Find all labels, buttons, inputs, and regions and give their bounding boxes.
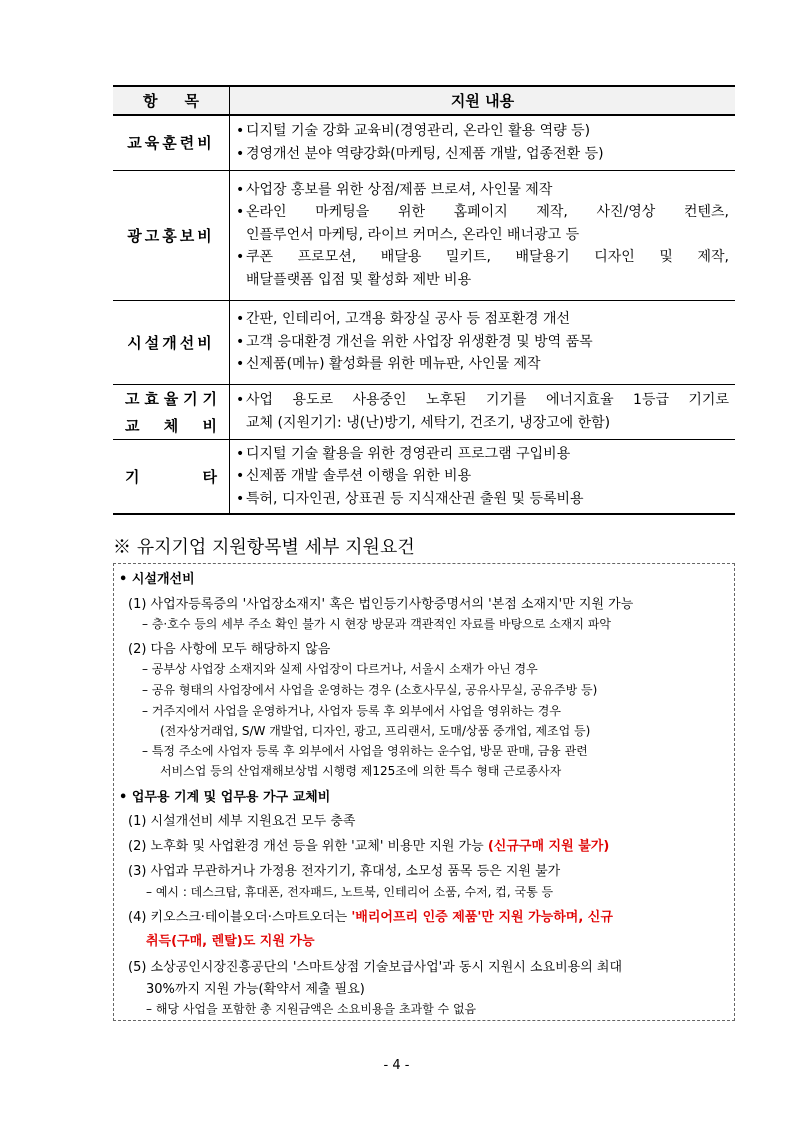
requirement-line: (3) 사업과 무관하거나 가정용 전자기기, 휴대성, 소모성 품목 등은 지원 불가 [128, 864, 561, 879]
list-item [236, 201, 729, 224]
requirement-line: (1) 사업자등록증의 '사업장소재지' 혹은 법인등기사항증명서의 '본점 소재지'만 지원 가능 [128, 597, 634, 612]
bullet: • [236, 311, 245, 328]
row-content [230, 384, 736, 439]
requirement-text: (2) 노후화 및 사업환경 개선 등을 위한 '교체' 비용만 지원 가능 [128, 839, 488, 854]
list-item [236, 308, 729, 331]
list-item [236, 143, 729, 166]
label-char: 체 [163, 416, 179, 435]
table-header-row [113, 86, 735, 115]
bullet: • [236, 468, 245, 484]
bullet: • [236, 490, 245, 507]
requirements-box [113, 563, 735, 1021]
bullet: • [236, 333, 245, 350]
list-item-continuation: 교체 (지원기기: 냉(난)방기, 세탁기, 건조기, 냉장고에 한함) [246, 414, 611, 431]
row-label [113, 384, 230, 439]
list-item-text: 쿠폰 프로모션, 배달용 밀키트, 배달용기 디자인 및 제작, [246, 249, 729, 266]
requirement-section-title: • 업무용 기계 및 업무용 가구 교체비 [119, 790, 331, 805]
list-item [236, 353, 729, 376]
emphasis-text: 취득(구매, 렌탈)도 지원 가능 [146, 934, 315, 949]
label-char: 율 [163, 389, 179, 408]
list-item-text: 사업장 홍보를 위한 상점/제품 브로셔, 사인물 제작 [246, 181, 553, 198]
requirement-subline: (전자상거래업, S/W 개발업, 디자인, 광고, 프리랜서, 도매/상품 중개업, 제조업 등) [160, 724, 591, 738]
row-content [230, 300, 736, 384]
list-item-text: 고객 응대환경 개선을 위한 사업장 위생환경 및 방역 품목 [246, 333, 593, 350]
list-item-text: 디지털 기술 강화 교육비(경영관리, 온라인 활용 역량 등) [246, 123, 591, 140]
list-item [236, 179, 729, 202]
list-item-text: 신제품(메뉴) 활성화를 위한 메뉴판, 사인물 제작 [246, 356, 541, 373]
requirement-line: (2) 다음 사항에 모두 해당하지 않음 [128, 642, 331, 657]
bullet: • [236, 445, 245, 462]
requirement-subline: – 특정 주소에 사업자 등록 후 외부에서 사업을 영위하는 운수업, 방문 판매, 금융 관련 [142, 744, 588, 758]
list-item [236, 443, 729, 466]
bullet: • [236, 249, 245, 266]
bullet: • [236, 392, 245, 408]
label-char: 교 [125, 416, 140, 435]
list-item-continuation: 인플루언서 마케팅, 라이브 커머스, 온라인 배너광고 등 [246, 226, 580, 243]
bullet: • [236, 123, 245, 140]
requirement-line: 30%까지 지원 가능(확약서 제출 필요) [146, 982, 365, 997]
requirement-subline: – 층·호수 등의 세부 주소 확인 불가 시 현장 방문과 객관적인 자료를 바탕으로 소재지 파악 [142, 617, 611, 631]
list-item-continuation: 배달플랫폼 입점 및 활성화 제반 비용 [246, 271, 472, 288]
list-item [236, 120, 729, 143]
list-item [236, 331, 729, 354]
row-label-line [125, 415, 217, 436]
requirement-section-title: • 시설개선비 [119, 572, 195, 587]
bullet: • [236, 204, 245, 221]
requirement-line [128, 835, 609, 854]
header-content: 지원 내용 [450, 92, 515, 110]
list-item-text: 특허, 디자인권, 상표권 등 지식재산권 출원 및 등록비용 [246, 490, 584, 507]
bullet: • [236, 181, 245, 198]
table-row [113, 384, 735, 439]
row-label-text: 교육훈련비 [127, 134, 215, 153]
requirement-line: (5) 소상공인시장진흥공단의 '스마트상점 기술보급사업'과 동시 지원시 소요비용의 최대 [128, 960, 623, 975]
requirement-subline: – 거주지에서 사업을 운영하거나, 사업자 등록 후 외부에서 사업을 영위하는 경우 [142, 704, 561, 718]
list-item [236, 465, 729, 488]
requirement-subline: – 공유 형태의 사업장에서 사업을 운영하는 경우 (소호사무실, 공유사무실, 공유주방 등) [142, 683, 598, 697]
row-label-line [125, 388, 217, 409]
table-row [113, 170, 735, 300]
row-content [230, 115, 736, 170]
list-item-text: 신제품 개발 솔루션 이행을 위한 비용 [246, 468, 472, 484]
table-row [113, 300, 735, 384]
list-item [236, 488, 729, 511]
row-label [113, 300, 230, 384]
label-char: 기 [125, 467, 140, 486]
bullet: • [236, 356, 245, 373]
list-item [236, 389, 729, 412]
label-char: 비 [202, 416, 217, 435]
row-content [230, 439, 736, 514]
requirement-subline: 서비스업 등의 산업재해보상법 시행령 제125조에 의한 특수 형태 근로종사자 [160, 764, 562, 778]
list-item-text: 온라인 마케팅을 위한 홈페이지 제작, 사진/영상 컨텐츠, [246, 204, 729, 221]
requirement-line [128, 906, 613, 925]
table-row [113, 439, 735, 514]
list-item-text: 디지털 기술 활용을 위한 경영관리 프로그램 구입비용 [246, 445, 571, 462]
list-item-text: 경영개선 분야 역량강화(마케팅, 신제품 개발, 업종전환 등) [246, 145, 604, 162]
emphasis-text: '배리어프리 인증 제품'만 지원 가능하며, 신규 [351, 910, 613, 925]
requirement-subline: – 공부상 사업장 소재지와 실제 사업장이 다르거나, 서울시 소재가 아닌 경우 [142, 662, 538, 676]
header-item-char: 항 [143, 92, 158, 110]
requirement-line: (1) 시설개선비 세부 지원요건 모두 충족 [128, 814, 356, 829]
requirement-subline: – 예시 : 데스크탑, 휴대폰, 전자패드, 노트북, 인테리어 소품, 수저, 컵, 국통 등 [146, 885, 554, 899]
list-item-text: 사업 용도로 사용중인 노후된 기기를 에너지효율 1등급 기기로 [246, 392, 729, 408]
label-char: 효 [144, 389, 159, 408]
table-row [113, 115, 735, 170]
page-number: - 4 - [383, 1058, 410, 1073]
support-items-table [113, 85, 735, 515]
row-label [113, 439, 230, 514]
header-item-char: 목 [184, 92, 199, 110]
requirement-text: (4) 키오스크·테이블오더·스마트오더는 [128, 910, 352, 925]
header-item [113, 86, 230, 115]
section-title: ※ 유지기업 지원항목별 세부 지원요건 [113, 537, 415, 558]
label-char: 기 [202, 389, 217, 408]
list-item [236, 246, 729, 269]
row-label-text: 시설개선비 [127, 333, 215, 352]
row-label [113, 115, 230, 170]
list-item-text: 간판, 인테리어, 고객용 화장실 공사 등 점포환경 개선 [246, 311, 571, 328]
row-label-text: 광고홍보비 [127, 226, 215, 245]
label-char: 고 [125, 389, 140, 408]
label-char: 기 [183, 389, 198, 408]
requirement-subline: – 해당 사업을 포함한 총 지원금액은 소요비용을 초과할 수 없음 [146, 1002, 477, 1016]
row-label [113, 170, 230, 300]
emphasis-text: (신규구매 지원 불가) [487, 839, 610, 854]
bullet: • [236, 145, 245, 162]
label-char: 타 [202, 467, 217, 486]
row-content [230, 170, 736, 300]
